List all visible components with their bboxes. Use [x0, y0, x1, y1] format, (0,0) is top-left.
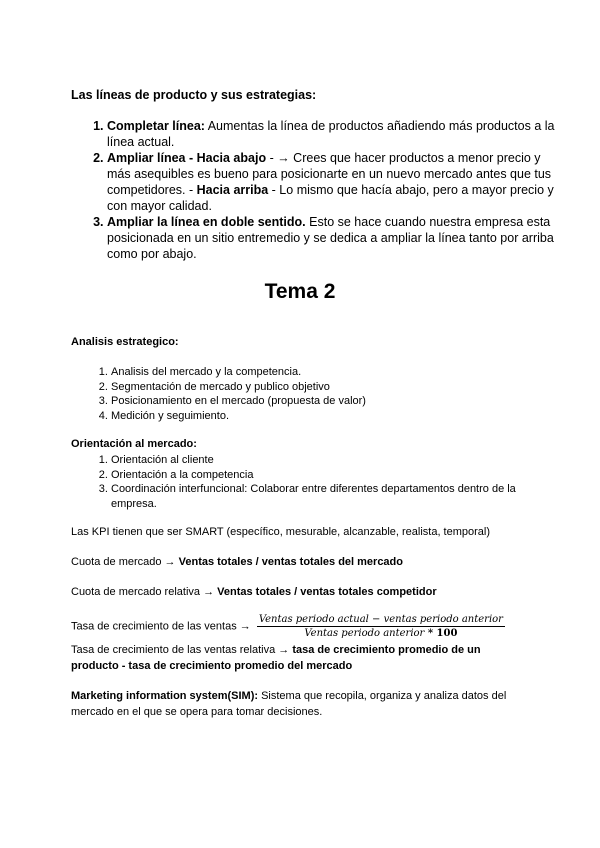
chapter-heading: Tema 2: [264, 280, 336, 303]
market-share-line: Cuota de mercado → Ventas totales / ventas totales del mercado: [71, 556, 403, 568]
product-line-strategies-list: [82, 118, 555, 262]
list-item: 1. Orientación al cliente: [111, 453, 551, 468]
relative-market-share-line: Cuota de mercado relativa → Ventas totales / ventas totales competidor: [71, 586, 437, 598]
market-orientation-list: [93, 453, 551, 511]
section-title: Las líneas de producto y sus estrategias:: [71, 88, 317, 102]
list-item: 3. Posicionamiento en el mercado (propuesta de valor): [111, 394, 551, 409]
list-item: 1. Analisis del mercado y la competencia.: [111, 365, 551, 380]
analysis-list: [93, 365, 551, 423]
list-item: 4. Medición y seguimiento.: [111, 409, 551, 424]
relative-growth-rate-line: Tasa de crecimiento de las ventas relativa → tasa de crecimiento promedio de un producto - tasa de crecimiento promedio del mercado: [71, 644, 481, 672]
list-item: 2. Ampliar línea - Hacia abajo - → Crees que hacer productos a menor precio y más asequibles es bueno para posicionarte en un nuevo mercado antes que tus competidores. - Hacia arriba - Lo mismo que hacía abajo, pero a mayor precio y con mayor calidad.: [107, 150, 555, 214]
analysis-heading: Analisis estrategico:: [71, 336, 179, 348]
list-item: 2. Orientación a la competencia: [111, 468, 551, 483]
list-item: 1. Completar línea: Aumentas la línea de productos añadiendo más productos a la línea actual.: [107, 118, 555, 150]
growth-rate-line: Tasa de crecimiento de las ventas → $\frac{\text{Ventas periodo actual − ventas periodo anterior}}{\text{Ventas periodo anterior * 100}}$: [71, 614, 503, 639]
market-orientation-heading: Orientación al mercado:: [71, 438, 197, 450]
list-item: 2. Segmentación de mercado y publico objetivo: [111, 380, 551, 395]
list-item: 3. Coordinación interfuncional: Colaborar entre diferentes departamentos dentro de la empresa.: [111, 482, 551, 511]
kpi-text: Las KPI tienen que ser SMART (específico, mesurable, alcanzable, realista, temporal): [71, 526, 491, 538]
list-item: 3. Ampliar la línea en doble sentido. Esto se hace cuando nuestra empresa esta posicionada en un sitio entremedio y se dedica a ampliar la línea tanto por arriba como por abajo.: [107, 214, 555, 262]
sim-definition: Marketing information system(SIM): Sistema que recopila, organiza y analiza datos del mercado en el que se opera para tomar decisiones.: [71, 690, 507, 718]
growth-rate-fraction: $\frac{\text{Ventas periodo actual − ventas periodo anterior}}{\text{Ventas periodo anterior * 100}}$: [258, 614, 503, 639]
